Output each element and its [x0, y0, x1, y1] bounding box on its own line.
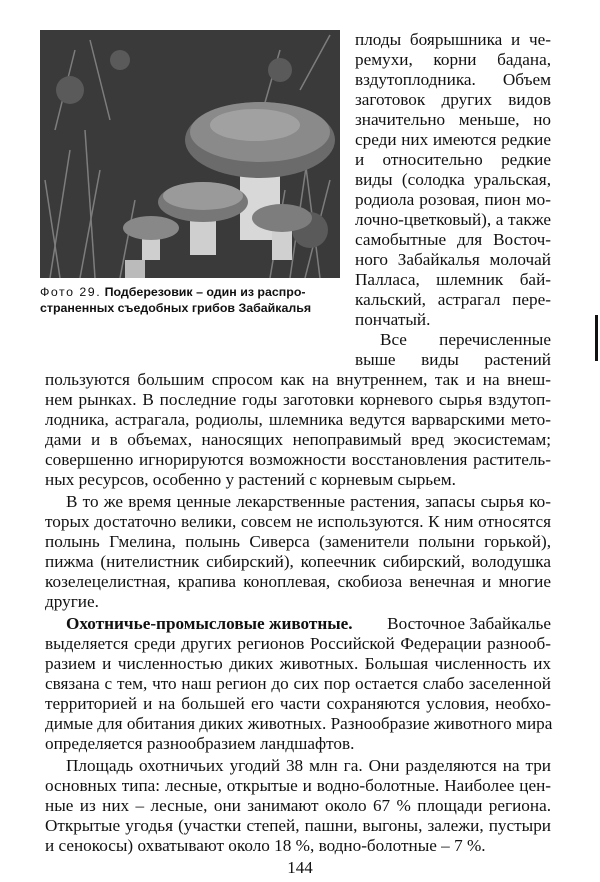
photo-caption — [40, 284, 342, 316]
para3-line: полынь Гмелина, полынь Сиверса (заменители полыни горькой), — [45, 532, 551, 551]
side-line: вздутоплодника. Объем — [355, 70, 551, 89]
margin-marker — [595, 315, 598, 361]
para3-line: другие. — [45, 592, 99, 611]
para3-line: В то же время ценные лекарственные растения, запасы сырья ко- — [66, 492, 551, 511]
side-line: значительно меньше, но — [355, 110, 551, 129]
para2-side-line: Все перечисленные — [380, 330, 551, 349]
side-line: родиола розовая, пион мо- — [355, 190, 551, 209]
para4-line: территорией и на большей его части сохраняются условия, необхо- — [45, 694, 551, 713]
side-line: виды (солодка уральская, — [355, 170, 551, 189]
para2-line: ных ресурсов, особенно у растений с корневым сырьем. — [45, 470, 456, 489]
para4-line: выделяется среди других регионов Российской Федерации разнооб- — [45, 634, 551, 653]
para5-line: Площадь охотничьих угодий 38 млн га. Они разделяются на три — [66, 756, 551, 775]
para2-line: нем рынках. В последние годы заготовки корневого сырья вздутоп- — [45, 390, 551, 409]
side-line: заготовок других видов — [355, 90, 551, 109]
side-line: ремухи, корни бадана, — [355, 50, 551, 69]
para4-first-rest: Восточное Забайкалье — [387, 614, 551, 633]
page-number: 144 — [287, 858, 313, 877]
para4-line: определяется разнообразием ландшафтов. — [45, 734, 355, 753]
para4-line: разием и численностью диких животных. Большая численность их — [45, 654, 551, 673]
para3-line: пижма (нителистник сибирский), копеечник сибирский, володушка — [45, 552, 551, 571]
mushroom-photo — [40, 30, 340, 278]
side-line: Палласа, шлемник бай- — [355, 270, 551, 289]
para4-line: димые для обитания диких животных. Разнообразие животного мира — [45, 714, 553, 733]
para2-line: пользуются большим спросом как на внутреннем, так и на внеш- — [45, 370, 551, 389]
para3-line: торых достаточно велики, совсем не используются. К ним относятся — [45, 512, 551, 531]
para4-line: связана с тем, что наш регион до сих пор остается слабо заселенной — [45, 674, 551, 693]
section-heading: Охотничье-промысловые животные. — [66, 614, 353, 633]
para2-side-line: выше виды растений — [355, 350, 551, 369]
para2-line: лодника, астрагала, родиолы, шлемника ведутся варварскими мето- — [45, 410, 551, 429]
para2-line: совершенно игнорируются возможности восстановления раститель- — [45, 450, 551, 469]
para4-first-line — [66, 614, 551, 634]
para5-line: и сенокосы) охватывают около 18 %, водно-болотные – 7 %. — [45, 836, 486, 855]
para3-line: козелецелистная, крапива коноплевая, скобиоза венечная и многие — [45, 572, 551, 591]
side-line: среди них имеются редкие — [355, 130, 551, 149]
side-line: плоды боярышника и че- — [355, 30, 551, 49]
caption-label: Фото 29. — [40, 285, 102, 299]
caption-title: Подберезовик – один из распро- страненных съедобных грибов Забайкалья — [40, 285, 312, 315]
para5-line: ные из них – лесные, они занимают около 67 % площади региона. — [45, 796, 551, 815]
side-line: кальский, астрагал пере- — [355, 290, 551, 309]
para2-line: дами и в объемах, наносящих непоправимый вред экосистемам; — [45, 430, 551, 449]
side-line: ного Забайкалья молочай — [355, 250, 551, 269]
side-line: и относительно редкие — [355, 150, 551, 169]
side-line: пончатый. — [355, 310, 431, 329]
para5-line: Открытые угодья (участки степей, пашни, выгоны, залежи, пустыри — [45, 816, 551, 835]
side-line: лочно-цветковый), а также — [355, 210, 551, 229]
side-line: самобытные для Восточ- — [355, 230, 551, 249]
para5-line: основных типа: лесные, открытые и водно-болотные. Наиболее цен- — [45, 776, 551, 795]
